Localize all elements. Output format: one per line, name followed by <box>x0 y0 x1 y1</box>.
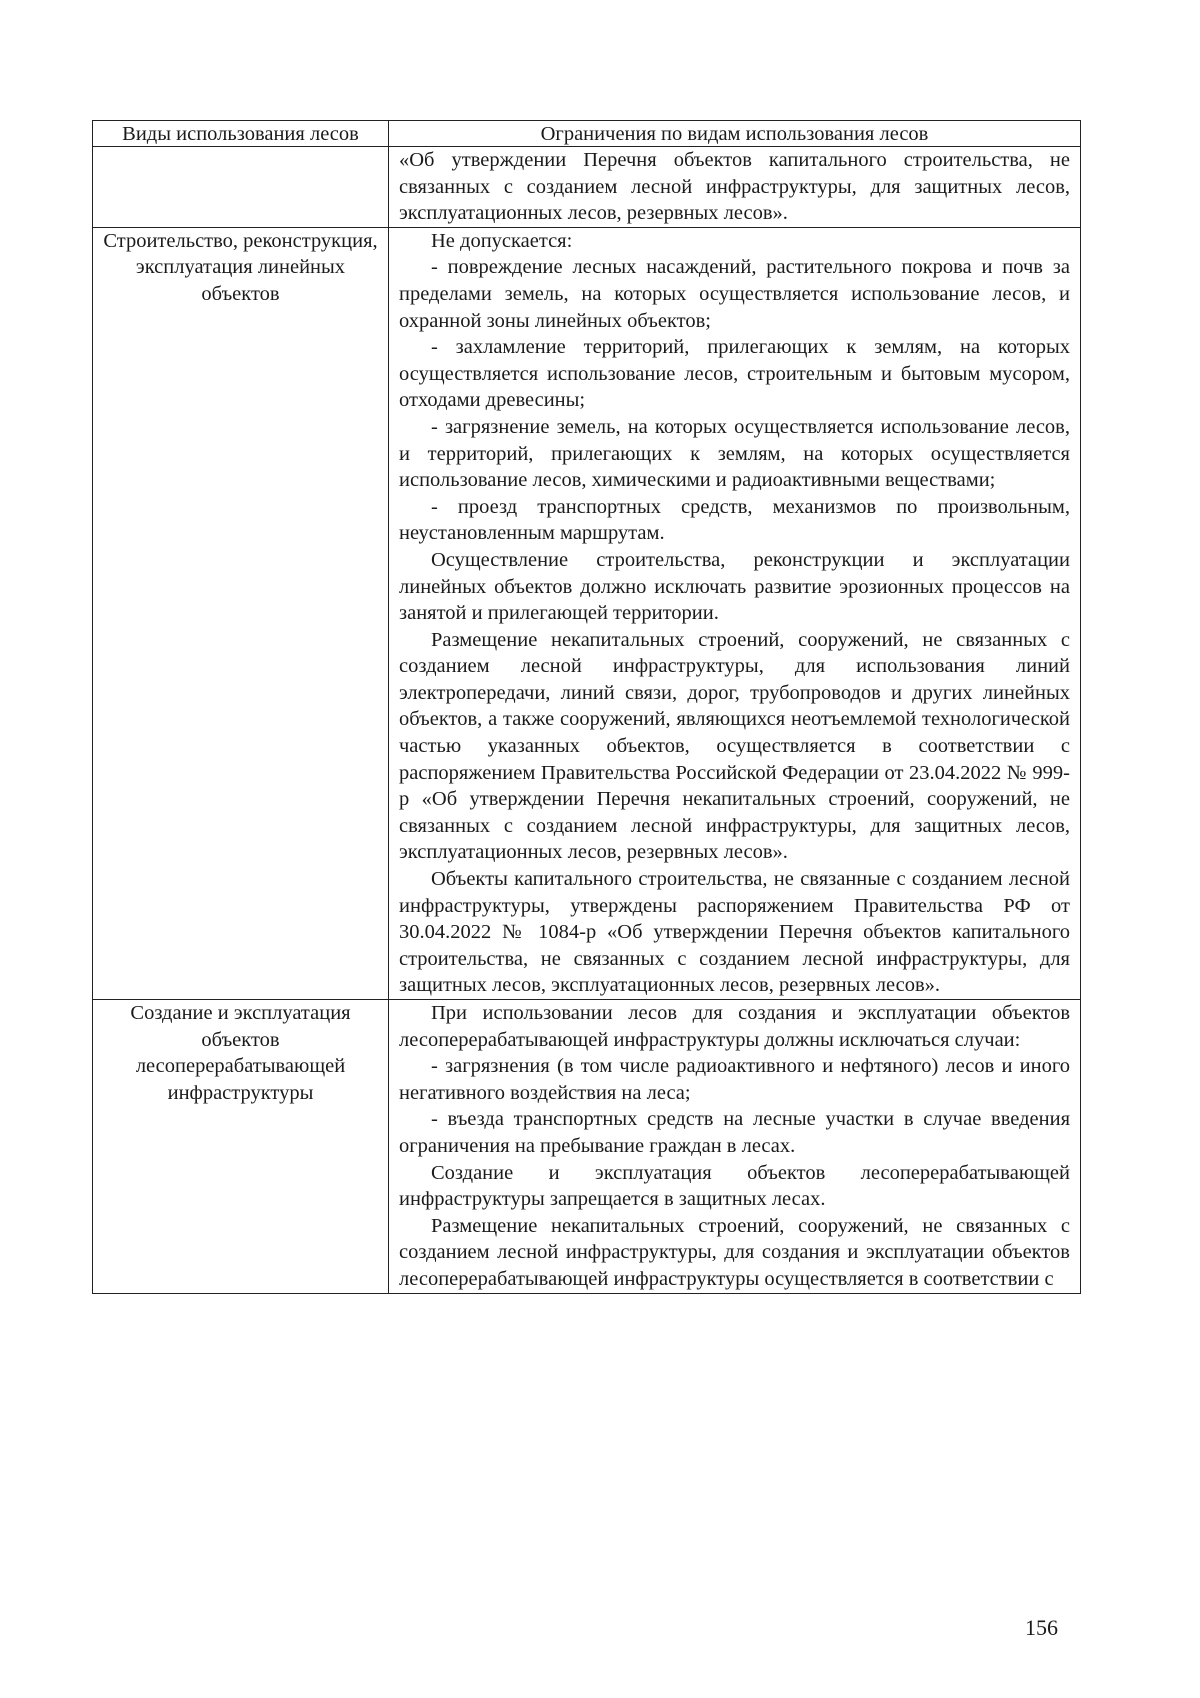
restriction-paragraph: Создание и эксплуатация объектов лесоперерабатывающей инфраструктуры запрещается в защитных лесах. <box>399 1161 1070 1211</box>
usage-type-label: Создание и эксплуатация объектов лесоперерабатывающей инфраструктуры <box>130 1002 351 1104</box>
restrictions-cell <box>389 1000 1081 1294</box>
table-row <box>93 147 1081 228</box>
restriction-paragraph: - загрязнение земель, на которых осуществляется использование лесов, и территорий, прилегающих к землям, на которых осуществляется использование лесов, химическими и радиоактивными веществами; <box>399 415 1070 492</box>
restriction-paragraph: Размещение некапитальных строений, сооружений, не связанных с созданием лесной инфраструктуры, для использования линий электропередачи, линий связи, дорог, трубопроводов и других линейных объектов, а также сооружений, являющихся неотъемлемой технологической частью указанных объектов, осуществляется в соответствии с распоряжением Правительства Российской Федерации от 23.04.2022 № 999-р «Об утверждении Перечня некапитальных строений, сооружений, не связанных с созданием лесной инфраструктуры, для защитных лесов, эксплуатационных лесов, резервных лесов». <box>399 628 1070 864</box>
table-header-row <box>93 121 1081 147</box>
restriction-paragraph: Объекты капитального строительства, не связанные с созданием лесной инфраструктуры, утверждены распоряжением Правительства РФ от 30.04.2022 № 1084-р «Об утверждении Перечня объектов капитального строительства, не связанных с созданием лесной инфраструктуры, для защитных лесов, эксплуатационных лесов, резервных лесов». <box>399 868 1070 997</box>
usage-type-cell <box>93 1000 389 1294</box>
restrictions-cell <box>389 227 1081 999</box>
restriction-paragraph: Осуществление строительства, реконструкции и эксплуатации линейных объектов должно исключать развитие эрозионных процессов на занятой и прилегающей территории. <box>399 548 1070 625</box>
restriction-paragraph: - проезд транспортных средств, механизмов по произвольным, неустановленным маршрутам. <box>399 495 1070 545</box>
restriction-paragraph: «Об утверждении Перечня объектов капитального строительства, не связанных с созданием лесной инфраструктуры, для защитных лесов, эксплуатационных лесов, резервных лесов». <box>399 149 1070 225</box>
usage-type-cell <box>93 227 389 999</box>
table-row <box>93 227 1081 999</box>
restriction-paragraph: - повреждение лесных насаждений, растительного покрова и почв за пределами земель, на которых осуществляется использование лесов, и охранной зоны линейных объектов; <box>399 256 1070 332</box>
restrictions-cell <box>389 147 1081 228</box>
restriction-paragraph: - загрязнения (в том числе радиоактивного и нефтяного) лесов и иного негативного воздействия на леса; <box>399 1055 1070 1104</box>
restriction-paragraph: Размещение некапитальных строений, сооружений, не связанных с созданием лесной инфраструктуры, для создания и эксплуатации объектов лесоперерабатывающей инфраструктуры осуществляется в соответствии с <box>399 1214 1070 1290</box>
usage-type-cell <box>93 147 389 228</box>
restriction-paragraph: - захламление территорий, прилегающих к землям, на которых осуществляется использование лесов, строительным и бытовым мусором, отходами древесины; <box>399 336 1070 412</box>
restriction-paragraph: - въезда транспортных средств на лесные участки в случае введения ограничения на пребывание граждан в лесах. <box>399 1108 1070 1157</box>
column-header-usage-type: Виды использования лесов <box>93 121 389 147</box>
page-number: 156 <box>1025 1615 1058 1640</box>
table-row <box>93 1000 1081 1294</box>
restrictions-table <box>92 120 1081 1294</box>
restriction-paragraph: Не допускается: <box>431 229 573 252</box>
restriction-paragraph: При использовании лесов для создания и эксплуатации объектов лесоперерабатывающей инфраструктуры должны исключаться случаи: <box>399 1002 1070 1051</box>
column-header-restrictions: Ограничения по видам использования лесов <box>389 121 1081 147</box>
usage-type-label: Строительство, реконструкция, эксплуатация линейных объектов <box>103 229 378 305</box>
